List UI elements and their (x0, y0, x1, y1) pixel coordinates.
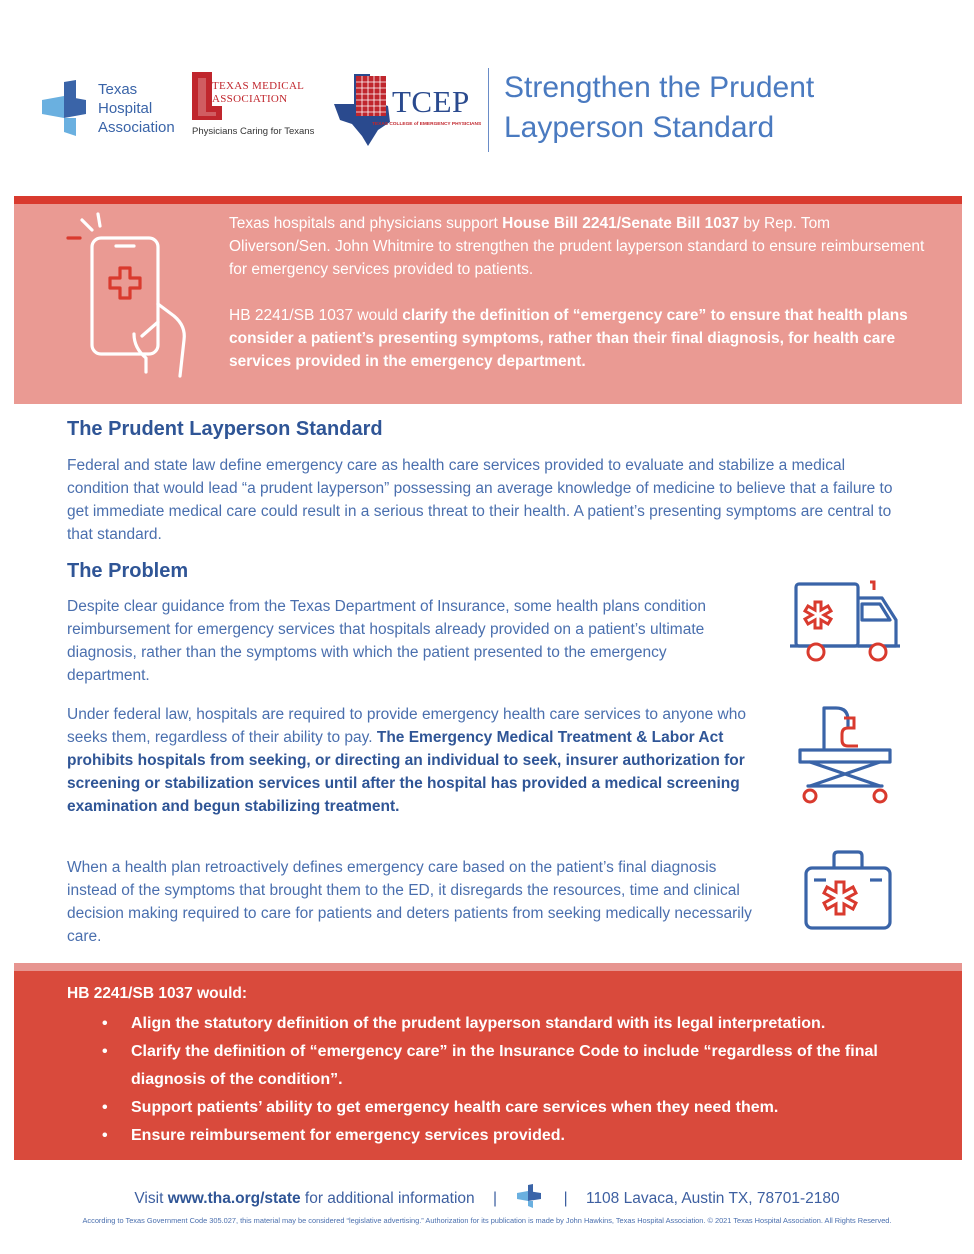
intro-bold-span: House Bill 2241/Senate Bill 1037 (502, 215, 740, 232)
intro-top-bar (14, 196, 962, 204)
tha-small-logo (515, 1184, 545, 1208)
paragraph-span: Under federal law, hospitals are required to provide emergency health care services to anyone who seeks them, regardless of their ability to pay. (67, 706, 746, 746)
tma-tagline: Physicians Caring for Texans (192, 126, 315, 137)
tma-line: TEXAS MEDICAL (212, 80, 305, 92)
paragraph-bold-span: The Emergency Medical Treatment & Labor Act prohibits hospitals from seeking, or directing an individual to seek, insurer authorization for screening or stabilization services until after the hospital has provided a medical screening examination and begun stabilizing treatment. (67, 729, 745, 815)
list-item: • Align the statutory definition of the prudent layperson standard with its legal interpretation. (100, 1010, 920, 1038)
intro-paragraph (229, 212, 929, 281)
tha-line: Association (98, 119, 175, 136)
intro-text-span: Texas hospitals and physicians support (229, 215, 503, 232)
footer-separator: | (563, 1190, 568, 1207)
footer-link[interactable]: www.tha.org/state (167, 1190, 301, 1207)
footer-separator: | (492, 1190, 497, 1207)
section-heading: The Problem (67, 560, 189, 582)
tma-name (212, 80, 304, 106)
section-paragraph: Despite clear guidance from the Texas Department of Insurance, some health plans condition reimbursement for emergency services that hospitals already provided on a patient’s ultimate diagnosis, rather than the symptoms with which the patient presented to the emergency department. (67, 598, 707, 684)
footer-text: Visit (134, 1190, 168, 1207)
intro-bold-span: clarify the definition of “emergency care” to ensure that health plans consider a patient’s presenting symptoms, rather than their final diagnosis, for health care services provided in the emergency department. (229, 307, 908, 370)
page-title-line: Strengthen the Prudent (504, 71, 815, 104)
intro-text-span: by Rep. Tom Oliverson/Sen. John Whitmire to strengthen the prudent layperson standard to ensure reimbursement for emergency services provided to patients. (229, 215, 925, 278)
tha-line: Hospital (98, 100, 153, 117)
tma-line: ASSOCIATION (212, 93, 288, 105)
footer-address: 1108 Lavaca, Austin TX, 78701-2180 (585, 1190, 840, 1207)
footer-legal: According to Texas Government Code 305.027, this material may be considered “legislative advertising.” Authorization for its publication is made by John Hawkins, Texas Hospital Association. © 2021 Texas Hospital Association. All Rights Reserved. (82, 1216, 892, 1225)
intro-text (229, 212, 929, 396)
bill-title: HB 2241/SB 1037 would: (67, 985, 248, 1002)
intro-paragraph (229, 304, 929, 373)
intro-text-span: HB 2241/SB 1037 would (229, 307, 403, 324)
bill-top-bar (14, 963, 962, 971)
section-paragraph (67, 703, 752, 818)
list-item: • Ensure reimbursement for emergency services provided. (100, 1122, 920, 1150)
stretcher-icon (790, 700, 900, 805)
first-aid-kit-icon (798, 846, 898, 934)
page-title (504, 68, 814, 148)
tcep-name: TCEP (392, 84, 470, 119)
footer-text: for additional information (300, 1190, 475, 1207)
footer-contact (0, 1184, 974, 1208)
list-item: • Clarify the definition of “emergency care” in the Insurance Code to include “regardless of the final diagnosis of the condition”. (100, 1038, 920, 1094)
tha-line: Texas (98, 81, 138, 98)
tcep-subtitle: TEXAS COLLEGE of EMERGENCY PHYSICIANS (372, 122, 482, 127)
list-item: • Support patients’ ability to get emergency health care services when they need them. (100, 1094, 920, 1122)
tha-name (98, 80, 175, 137)
section-paragraph: Federal and state law define emergency care as health care services provided to evaluate and stabilize a medical condition that would lead “a prudent layperson” possessing an average knowledge of medicine to believe that a failure to get immediate medical care could result in a serious threat to their health. A patient’s presenting symptoms are central to that standard. (67, 457, 893, 543)
header-divider (488, 68, 489, 152)
ambulance-icon (788, 578, 904, 664)
section-paragraph: When a health plan retroactively defines emergency care based on the patient’s final diagnosis instead of the symptoms that brought them to the ED, it disregards the resources, time and clinical decision making required to care for patients and deters patients from seeking medically necessarily care. (67, 859, 752, 945)
bill-bullet-list (100, 1010, 920, 1150)
section-heading: The Prudent Layperson Standard (67, 418, 383, 440)
smartphone-medical-icon (62, 212, 192, 382)
page-title-line: Layperson Standard (504, 111, 775, 144)
